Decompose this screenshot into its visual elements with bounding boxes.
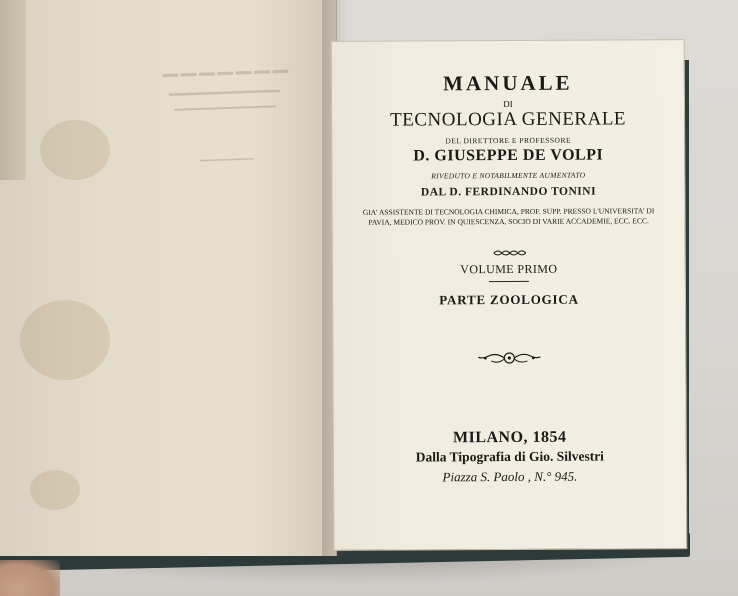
revised-line: RIVEDUTO E NOTABILMENTE AUMENTATO <box>431 170 586 181</box>
imprint-city-year: MILANO, 1854 <box>452 428 567 447</box>
bleed-through-text: ▁▁▁▁▁▁▁ ▁▁▁▁▁▁▁▁▁ ▁▁▁▁▁▁▁▁▁▁▁ ▁▁▁▁▁▁▁ <box>158 50 289 162</box>
volume-label: VOLUME PRIMO <box>460 261 558 277</box>
imprint-address: Piazza S. Paolo , N.° 945. <box>442 468 578 485</box>
fleuron-ornament-icon <box>476 351 542 365</box>
foxing-stain <box>30 470 80 510</box>
small-ornament-icon <box>493 249 527 257</box>
imprint-printer: Dalla Tipografia di Gio. Silvestri <box>415 448 604 465</box>
title-page <box>331 39 688 551</box>
author-name: D. GIUSEPPE DE VOLPI <box>413 146 604 165</box>
book-title: MANUALE <box>443 70 573 96</box>
book-subtitle: TECNOLOGIA GENERALE <box>390 108 627 131</box>
foxing-stain <box>20 300 110 380</box>
part-label: PARTE ZOOLOGICA <box>439 291 579 308</box>
director-line: DEL DIRETTORE E PROFESSORE <box>445 135 572 146</box>
editor-name: DAL D. FERDINANDO TONINI <box>420 185 597 199</box>
divider-rule <box>489 281 529 282</box>
title-connector: DI <box>503 98 513 110</box>
hand-fragment <box>0 560 60 596</box>
foxing-stain <box>40 120 110 180</box>
editor-credentials: GIA' ASSISTENTE DI TECNOLOGIA CHIMICA, PROF. SUPP. PRESSO L'UNIVERSITA' DI PAVIA, MEDICO PROV. IN QUIESCENZA, SOCIO DI VARIE ACCADEMIE, ECC. ECC. <box>362 206 655 227</box>
left-page <box>0 0 337 556</box>
flyleaf-edge <box>0 0 26 180</box>
